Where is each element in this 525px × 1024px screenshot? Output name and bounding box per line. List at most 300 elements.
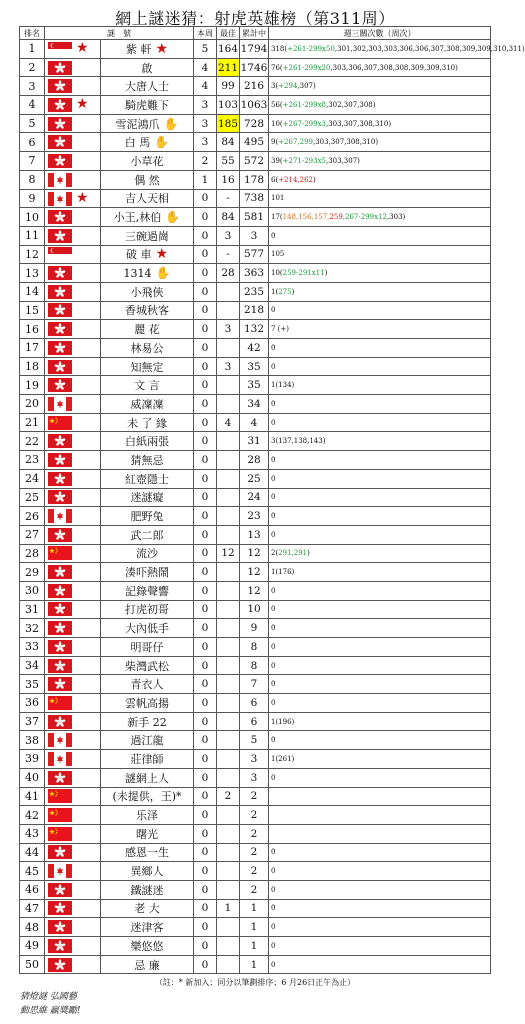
name-cell (101, 77, 194, 96)
top3-cell (269, 824, 491, 843)
player-name: 迷津客 (130, 921, 164, 935)
footer-line-1: 猜燈謎 弘國藝 (20, 992, 77, 1002)
top3-cell (269, 544, 491, 563)
total-cell: 34 (240, 395, 269, 414)
week-cell: 2 (194, 152, 217, 171)
rank-cell: 47 (20, 899, 45, 918)
top3-text: 101 (271, 194, 285, 203)
total-cell: 3 (240, 768, 269, 787)
hk-flag-icon (48, 229, 72, 243)
week-cell: 0 (194, 544, 217, 563)
player-name: 曙光 (136, 827, 158, 841)
rank-cell: 3 (20, 77, 45, 96)
hk-flag-icon (48, 98, 72, 112)
top3-text: 0 (271, 586, 276, 595)
top3-text: 0 (271, 736, 276, 745)
top3-text: 3(137,138,143) (271, 437, 326, 446)
top3-text: 3( (271, 82, 279, 91)
name-cell (101, 226, 194, 245)
top3-cell (269, 880, 491, 899)
footer-line-2: 動思維 贏獎勵! (20, 1006, 81, 1016)
table-row (20, 226, 491, 245)
name-cell (101, 395, 194, 414)
hk-flag-icon (48, 715, 72, 729)
top3-text: ,303,307,308,310) (326, 119, 392, 128)
week-cell: 0 (194, 282, 217, 301)
best-cell: 164 (217, 40, 240, 59)
total-cell: 216 (240, 77, 269, 96)
top3-cell (269, 600, 491, 619)
table-row (20, 544, 491, 563)
best-cell (217, 469, 240, 488)
header-best: 最佳 (217, 27, 240, 40)
top3-cell (269, 694, 491, 713)
name-cell (101, 694, 194, 713)
week-cell: 0 (194, 787, 217, 806)
top3-cell (269, 806, 491, 825)
rank-cell: 41 (20, 787, 45, 806)
rank-cell: 21 (20, 413, 45, 432)
flag-cell (45, 282, 101, 301)
table-row (20, 955, 491, 974)
top3-text: +261-299x8 (282, 100, 326, 109)
flag-cell (45, 880, 101, 899)
top3-text: 318( (271, 44, 288, 53)
rank-cell: 6 (20, 133, 45, 152)
hk-flag-icon (48, 565, 72, 579)
top3-cell (269, 507, 491, 526)
table-row (20, 488, 491, 507)
name-cell (101, 619, 194, 638)
name-cell (101, 282, 194, 301)
rank-cell: 30 (20, 581, 45, 600)
player-name: 吉人天相 (125, 192, 169, 206)
player-name: 知無定 (130, 360, 164, 374)
best-cell (217, 432, 240, 451)
name-cell (101, 899, 194, 918)
rank-cell: 50 (20, 955, 45, 974)
name-cell (101, 320, 194, 339)
top3-text: ,303,307) (326, 156, 360, 165)
flag-cell (45, 264, 101, 283)
week-cell: 0 (194, 806, 217, 825)
top3-text: +214,262 (278, 175, 313, 184)
week-cell: 0 (194, 694, 217, 713)
week-cell: 4 (194, 58, 217, 77)
week-cell: 0 (194, 712, 217, 731)
best-cell (217, 488, 240, 507)
top3-text: 1(134) (271, 381, 295, 390)
cn-flag-icon (48, 546, 72, 560)
rank-cell: 14 (20, 282, 45, 301)
week-cell: 5 (194, 40, 217, 59)
player-name: (未提供，王)* (112, 790, 182, 804)
top3-text: ) (313, 175, 316, 184)
hk-flag-icon (48, 135, 72, 149)
rank-cell: 31 (20, 600, 45, 619)
star-icon: ★ (155, 40, 169, 57)
total-cell: 577 (240, 245, 269, 264)
total-cell: 3 (240, 750, 269, 769)
flag-cell (45, 843, 101, 862)
best-cell (217, 937, 240, 956)
best-cell (217, 768, 240, 787)
player-name: 白 馬 (124, 136, 151, 150)
name-cell (101, 245, 194, 264)
hk-flag-icon (48, 677, 72, 691)
week-cell: 0 (194, 189, 217, 208)
rank-cell: 44 (20, 843, 45, 862)
top3-cell (269, 675, 491, 694)
top3-text: 291,291 (278, 549, 308, 558)
top3-cell (269, 488, 491, 507)
hk-flag-icon (48, 920, 72, 934)
best-cell (217, 600, 240, 619)
top3-text: 10( (271, 269, 283, 278)
hk-flag-icon (48, 453, 72, 467)
name-cell (101, 357, 194, 376)
week-cell: 0 (194, 226, 217, 245)
table-row (20, 880, 491, 899)
top3-text: 0 (271, 231, 276, 240)
rank-cell: 4 (20, 96, 45, 115)
flag-cell (45, 133, 101, 152)
best-cell (217, 525, 240, 544)
best-cell (217, 563, 240, 582)
top3-text: ,307) (297, 82, 316, 91)
player-name: 破 車 (125, 248, 152, 262)
best-cell (217, 581, 240, 600)
best-cell: 16 (217, 170, 240, 189)
hk-flag-icon (48, 901, 72, 915)
name-cell (101, 656, 194, 675)
name-cell (101, 731, 194, 750)
name-cell (101, 58, 194, 77)
top3-text: ,303,307,308,310) (313, 138, 379, 147)
table-row (20, 432, 491, 451)
top3-cell (269, 40, 525, 59)
player-name: 文 言 (134, 379, 160, 393)
week-cell: 0 (194, 862, 217, 881)
total-cell: 572 (240, 152, 269, 171)
table-row (20, 152, 491, 171)
rank-cell: 18 (20, 357, 45, 376)
top3-text: 0 (271, 530, 276, 539)
total-cell: 10 (240, 600, 269, 619)
week-cell: 0 (194, 357, 217, 376)
name-cell (101, 638, 194, 657)
flag-cell (45, 507, 101, 526)
total-cell: 235 (240, 282, 269, 301)
rank-cell: 36 (20, 694, 45, 713)
name-cell (101, 301, 194, 320)
flag-cell (45, 712, 101, 731)
rank-cell: 22 (20, 432, 45, 451)
top3-cell (269, 264, 491, 283)
hk-flag-icon (48, 378, 72, 392)
total-cell: 6 (240, 712, 269, 731)
flag-cell (45, 899, 101, 918)
player-name: 騎虎難下 (125, 98, 169, 112)
flag-cell (45, 918, 101, 937)
ca-flag-icon (48, 397, 72, 411)
week-cell: 0 (194, 675, 217, 694)
table-row (20, 731, 491, 750)
hk-flag-icon (48, 939, 72, 953)
top3-cell (269, 525, 491, 544)
rank-cell: 13 (20, 264, 45, 283)
rank-cell: 12 (20, 245, 45, 264)
name-cell (101, 507, 194, 526)
best-cell: 2 (217, 787, 240, 806)
week-cell: 0 (194, 488, 217, 507)
flag-cell (45, 96, 101, 115)
table-row (20, 376, 491, 395)
total-cell: 2 (240, 787, 269, 806)
table-row (20, 395, 491, 414)
rank-cell: 45 (20, 862, 45, 881)
best-cell: 84 (217, 208, 240, 227)
flag-cell (45, 301, 101, 320)
total-cell: 25 (240, 469, 269, 488)
top3-text: 0 (271, 923, 276, 932)
top3-text: 1(176) (271, 568, 295, 577)
best-cell (217, 656, 240, 675)
player-name: 林易公 (130, 341, 164, 355)
rank-cell: 32 (20, 619, 45, 638)
total-cell: 363 (240, 264, 269, 283)
total-cell: 8 (240, 638, 269, 657)
player-name: 小草花 (130, 154, 164, 168)
best-cell: 3 (217, 357, 240, 376)
hk-flag-icon (48, 154, 72, 168)
player-name: 香城秋客 (125, 304, 169, 318)
flag-cell (45, 245, 101, 264)
name-cell (101, 525, 194, 544)
name-cell (101, 264, 194, 283)
table-row (20, 58, 491, 77)
table-row (20, 712, 491, 731)
rank-cell: 25 (20, 488, 45, 507)
best-cell (217, 675, 240, 694)
table-row (20, 600, 491, 619)
week-cell: 1 (194, 170, 217, 189)
table-row (20, 245, 491, 264)
ranking-table (19, 26, 525, 974)
week-cell: 0 (194, 339, 217, 358)
rank-cell: 43 (20, 824, 45, 843)
best-cell (217, 731, 240, 750)
star-icon: ★ (155, 246, 169, 263)
week-cell: 0 (194, 581, 217, 600)
name-cell (101, 114, 194, 133)
flag-cell (45, 488, 101, 507)
total-cell: 1 (240, 937, 269, 956)
top3-text: 0 (271, 605, 276, 614)
table-row (20, 339, 491, 358)
rank-cell: 1 (20, 40, 45, 59)
hk-flag-icon (48, 322, 72, 336)
best-cell (217, 619, 240, 638)
player-name: 紅壺隱士 (125, 472, 169, 486)
flag-cell (45, 619, 101, 638)
rank-cell: 49 (20, 937, 45, 956)
hk-flag-icon (48, 621, 72, 635)
player-name: 未 了 緣 (127, 416, 167, 430)
top3-cell (269, 170, 491, 189)
table-row (20, 824, 491, 843)
top3-text: 39( (271, 156, 283, 165)
table-row (20, 768, 491, 787)
rank-cell: 33 (20, 638, 45, 657)
rank-cell: 40 (20, 768, 45, 787)
rank-cell: 9 (20, 189, 45, 208)
total-cell: 12 (240, 581, 269, 600)
best-cell: - (217, 189, 240, 208)
flag-cell (45, 656, 101, 675)
table-row (20, 806, 491, 825)
top3-cell (269, 152, 491, 171)
player-name: 感恩一生 (125, 846, 169, 860)
top3-cell (269, 320, 491, 339)
total-cell: 12 (240, 563, 269, 582)
sg-flag-icon (48, 247, 72, 261)
total-cell: 1746 (240, 58, 269, 77)
top3-text: 0 (271, 474, 276, 483)
player-name: 記錄聲響 (125, 584, 169, 598)
top3-text: ,303,306,307,308,308,309,309,310) (330, 63, 458, 72)
table-row (20, 357, 491, 376)
total-cell: 1 (240, 918, 269, 937)
player-name: 小飛俠 (130, 285, 164, 299)
rank-cell: 46 (20, 880, 45, 899)
table-row (20, 750, 491, 769)
name-cell (101, 675, 194, 694)
week-cell: 0 (194, 880, 217, 899)
player-name: 新手 22 (127, 715, 167, 729)
cn-flag-icon (48, 808, 72, 822)
star-icon: ★ (76, 189, 89, 206)
week-cell: 3 (194, 133, 217, 152)
top3-text: 9( (271, 138, 279, 147)
total-cell: 178 (240, 170, 269, 189)
table-row (20, 189, 491, 208)
ca-flag-icon (48, 509, 72, 523)
rank-cell: 10 (20, 208, 45, 227)
player-name: 三碗過崗 (125, 229, 169, 243)
total-cell: 9 (240, 619, 269, 638)
best-cell: 211 (217, 58, 240, 77)
ca-flag-icon (48, 733, 72, 747)
flag-cell (45, 40, 101, 59)
hk-flag-icon (48, 845, 72, 859)
total-cell: 13 (240, 525, 269, 544)
top3-cell (269, 469, 491, 488)
top3-cell (269, 843, 491, 862)
top3-cell (269, 226, 491, 245)
top3-text: 0 (271, 960, 276, 969)
table-row (20, 638, 491, 657)
rank-cell: 2 (20, 58, 45, 77)
player-name: 湊吓熱鬧 (125, 566, 169, 580)
top3-text: +267,299 (278, 138, 313, 147)
top3-cell (269, 301, 491, 320)
top3-cell (269, 432, 491, 451)
ca-flag-icon (48, 173, 72, 187)
flag-cell (45, 694, 101, 713)
week-cell: 0 (194, 301, 217, 320)
hand-icon: ✋ (165, 210, 181, 225)
table-row (20, 862, 491, 881)
player-name: 1314 (123, 266, 152, 280)
top3-text: +271-293x5 (282, 156, 326, 165)
top3-text: 0 (271, 306, 276, 315)
hand-icon: ✋ (163, 116, 179, 131)
player-name: 大唐人士 (125, 80, 169, 94)
name-cell (101, 880, 194, 899)
flag-cell (45, 357, 101, 376)
hk-flag-icon (48, 490, 72, 504)
name-cell (101, 469, 194, 488)
hk-flag-icon (48, 285, 72, 299)
top3-text: ) (324, 269, 328, 278)
top3-text: 76( (271, 63, 283, 72)
name-cell (101, 451, 194, 470)
week-cell: 0 (194, 264, 217, 283)
top3-cell (269, 77, 491, 96)
name-cell (101, 600, 194, 619)
header-week: 本周 (194, 27, 217, 40)
player-name: 雲帆高揚 (125, 696, 169, 710)
top3-cell (269, 581, 491, 600)
top3-cell (269, 918, 491, 937)
total-cell: 2 (240, 806, 269, 825)
top3-text: 56( (271, 100, 283, 109)
best-cell (217, 507, 240, 526)
header-top3: 週三關次數（周次） (269, 27, 491, 40)
player-name: 雪泥鴻爪 (115, 117, 160, 131)
hk-flag-icon (48, 117, 72, 131)
flag-cell (45, 170, 101, 189)
cn-flag-icon (48, 827, 72, 841)
flag-cell (45, 114, 101, 133)
table-row (20, 525, 491, 544)
top3-cell (269, 955, 491, 974)
week-cell: 4 (194, 77, 217, 96)
top3-text: 0 (271, 773, 276, 782)
top3-text: +267-299x3 (282, 119, 326, 128)
top3-cell (269, 245, 491, 264)
ca-flag-icon (48, 864, 72, 878)
top3-text: 0 (271, 418, 276, 427)
best-cell: 3 (217, 226, 240, 245)
top3-text: 7 (+) (271, 325, 290, 334)
player-name: 過江龍 (130, 734, 164, 748)
cn-flag-icon (48, 789, 72, 803)
total-cell: 2 (240, 824, 269, 843)
flag-cell (45, 58, 101, 77)
player-name: 柴灣武松 (125, 659, 169, 673)
top3-text: 2( (271, 549, 279, 558)
rank-cell: 23 (20, 451, 45, 470)
best-cell (217, 301, 240, 320)
top3-text: +294 (278, 82, 298, 91)
flag-cell (45, 787, 101, 806)
week-cell: 0 (194, 638, 217, 657)
total-cell: 1 (240, 899, 269, 918)
week-cell: 3 (194, 114, 217, 133)
name-cell (101, 824, 194, 843)
